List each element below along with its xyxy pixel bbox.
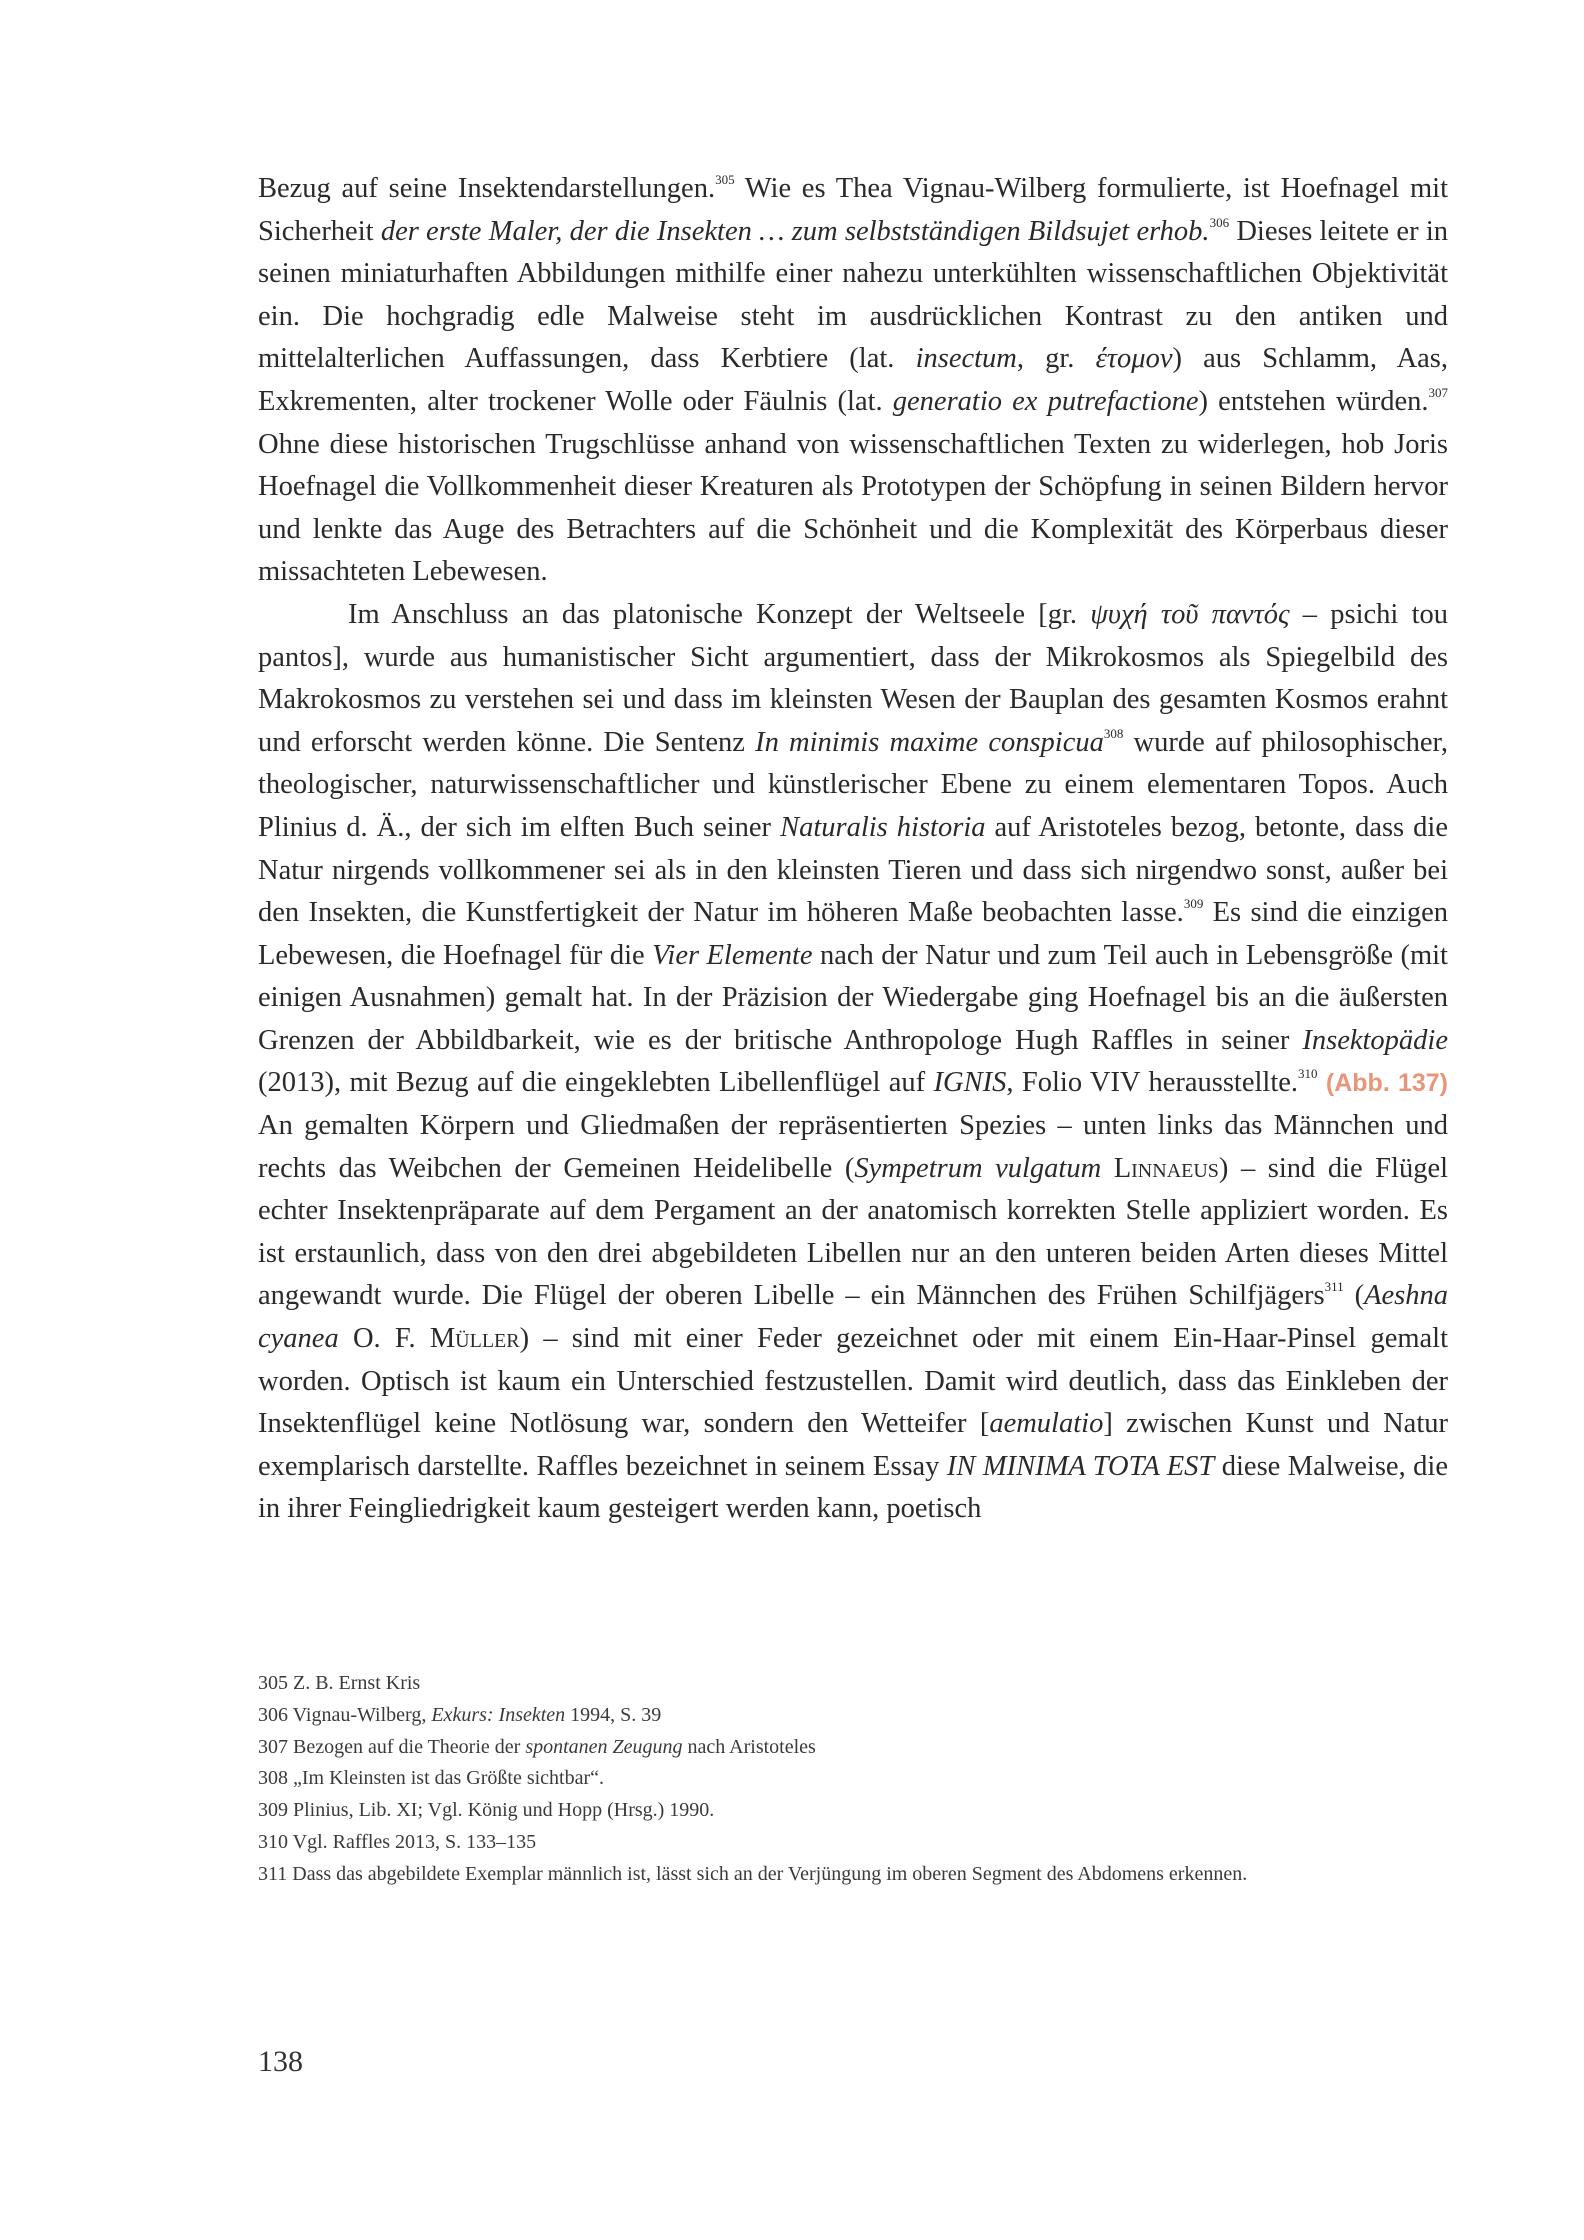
- footnote: [258, 1827, 1448, 1859]
- italic-text: spontanen Zeugung: [525, 1735, 683, 1758]
- paragraph: [258, 168, 1448, 594]
- footnote: [258, 1700, 1448, 1732]
- text-run: , gr.: [1016, 343, 1096, 375]
- italic-text: Sympetrum vulgatum: [854, 1152, 1102, 1184]
- text-run: (: [1343, 1280, 1365, 1312]
- italic-text: Aeshna cyanea: [258, 1280, 1448, 1355]
- italic-text: Exkurs: Insekten: [431, 1703, 566, 1726]
- footnote: [258, 1795, 1448, 1827]
- text-run: 306 Vignau-Wilberg,: [258, 1703, 432, 1726]
- text-run: auf Aristoteles bezog, betonte, dass die Natur nirgends vollkommener sei als in den kleinsten Tieren und dass sich nirgendwo sonst, außer bei den Insekten, die Kunstfertigkeit der Natur im höheren Maße beobachten lasse.: [258, 811, 1448, 929]
- paragraph: [258, 594, 1448, 1531]
- footnote-marker: 306: [1209, 214, 1230, 230]
- text-run: [1318, 1067, 1326, 1098]
- text-run: – psichi tou pantos], wurde aus humanistischer Sicht argumentiert, dass der Mikrokosmos als Spiegelbild des Makrokosmos zu verstehen sei und dass im kleinsten Wesen der Bauplan des gesamten Kosmos erahnt und erforscht werden könne. Die Sentenz: [258, 598, 1448, 758]
- text-run: 307 Bezogen auf die Theorie der: [258, 1735, 526, 1758]
- figure-reference[interactable]: (Abb. 137): [1325, 1069, 1449, 1098]
- footnote: [258, 1763, 1448, 1795]
- text-run: ] zwischen Kunst und Natur exemplarisch darstellte. Raffles bezeichnet in seinem Essay: [258, 1408, 1448, 1482]
- footnote-marker: 310: [1298, 1066, 1318, 1082]
- footnote: [258, 1859, 1448, 1891]
- footnote: [258, 1668, 1448, 1700]
- italic-text: Naturalis historia: [780, 811, 986, 843]
- italic-text: Vier Elemente: [652, 939, 813, 971]
- text-run: nach Aristoteles: [682, 1735, 816, 1758]
- italic-text: έτομον: [1095, 343, 1173, 375]
- text-run: (2013), mit Bezug auf die eingeklebten Libellenflügel auf: [258, 1067, 934, 1099]
- text-run: , Folio VIV herausstellte.: [1006, 1067, 1299, 1099]
- footnote-marker: 305: [715, 172, 735, 187]
- text-run: ) – sind die Flügel echter Insektenpräparate auf dem Pergament an der anatomisch korrekten Stelle appliziert worden. Es ist erstaunlich, dass von den drei abgebildeten Libellen nur an den unteren beiden Arten dieses Mittel angewandt wurde. Die Flügel der oberen Libelle – ein Männchen des Frühen Schilfjägers: [258, 1152, 1449, 1312]
- text-run: ) aus Schlamm, Aas, Exkrementen, alter trockener Wolle oder Fäulnis (lat.: [258, 343, 1449, 417]
- text-run: Dieses leitete er in seinen miniaturhaften Abbildungen mithilfe einer nahezu unterkühlten wissenschaftlichen Objektivität ein. Die hochgradig edle Malweise steht im ausdrücklichen Kontrast zu den antiken und mittelalterlichen Auffassungen, dass Kerbtiere (lat.: [258, 215, 1448, 375]
- italic-text: generatio ex putrefactione: [892, 385, 1199, 417]
- footnotes: [258, 1668, 1448, 1891]
- footnote: [258, 1732, 1448, 1764]
- italic-text: Insektopädie: [1302, 1024, 1448, 1056]
- text-run: 311 Dass das abgebildete Exemplar männlich ist, lässt sich an der Verjüngung im oberen Segment des Abdomens erkennen.: [258, 1862, 1248, 1885]
- text-run: diese Malweise, die in ihrer Feingliedrigkeit kaum gesteigert werden kann, poetisch: [258, 1450, 1449, 1525]
- italic-text: der erste Maler, der die Insekten … zum selbstständigen Bildsujet erhob.: [380, 215, 1210, 247]
- text-run: An gemalten Körpern und Gliedmaßen der repräsentierten Spezies – unten links das Männchen und rechts das Weibchen der Gemeinen Heidelibelle (: [258, 1110, 1448, 1184]
- text-run: 310 Vgl. Raffles 2013, S. 133–135: [258, 1830, 537, 1853]
- italic-text: ψυχή τοῦ παντός: [1090, 598, 1290, 630]
- text-run: ) entstehen würden.: [1198, 385, 1429, 417]
- text-run: 309 Plinius, Lib. XI; Vgl. König und Hopp (Hrsg.) 1990.: [258, 1799, 715, 1822]
- italic-text: aemulatio: [989, 1408, 1104, 1440]
- footnote-marker: 307: [1428, 384, 1448, 400]
- text-run: 1994, S. 39: [565, 1703, 662, 1726]
- footnote-marker: 311: [1324, 1279, 1344, 1295]
- footnote-marker: 309: [1183, 896, 1204, 912]
- text-run: ) – sind mit einer Feder gezeichnet oder mit einem Ein-Haar-Pinsel gemalt worden. Optisch ist kaum ein Unterschied festzustellen. Damit wird deutlich, dass das Einkleben der Insektenflügel keine Notlösung war, sondern den Wetteifer [: [258, 1323, 1448, 1440]
- body-text: [258, 168, 1448, 1531]
- text-run: [1101, 1153, 1114, 1184]
- italic-text: insectum: [915, 343, 1017, 375]
- text-run: O. F.: [338, 1323, 430, 1355]
- italic-text: IGNIS: [933, 1067, 1007, 1099]
- text-run: Bezug auf seine Insektendarstellungen.: [258, 173, 716, 204]
- text-run: Es sind die einzigen Lebewesen, die Hoefnagel für die: [258, 897, 1448, 971]
- text-run: Wie es Thea Vignau-Wilberg formulierte, ist Hoefnagel mit Sicherheit: [258, 173, 1449, 247]
- footnote-marker: 308: [1103, 725, 1124, 741]
- text-run: wurde auf philosophischer, theologischer, naturwissenschaftlicher und künstlerischer Ebene zu einem elementaren Topos. Auch Plinius d. Ä., der sich im elften Buch seiner: [258, 726, 1448, 843]
- text-run: Ohne diese historischen Trugschlüsse anhand von wissenschaftlichen Texten zu widerlegen, hob Joris Hoefnagel die Vollkommenheit dieser Kreaturen als Prototypen der Schöpfung in seinen Bildern hervor und lenkte das Auge des Betrachters auf die Schönheit und die Komplexität des Körperbaus dieser missachteten Lebewesen.: [258, 428, 1448, 588]
- page-number: 138: [258, 2045, 303, 2078]
- small-caps-text: Müller: [429, 1323, 520, 1355]
- small-caps-text: Linnaeus: [1113, 1152, 1219, 1184]
- italic-text: In minimis maxime conspicua: [755, 726, 1104, 758]
- text-run: 308 „Im Kleinsten ist das Größte sichtbar“.: [258, 1767, 605, 1790]
- text-run: Im Anschluss an das platonische Konzept der Weltseele [gr.: [348, 598, 1091, 630]
- text-run: 305 Z. B. Ernst Kris: [258, 1672, 421, 1694]
- italic-text: IN MINIMA TOTA EST: [946, 1450, 1215, 1482]
- text-run: nach der Natur und zum Teil auch in Lebensgröße (mit einigen Ausnahmen) gemalt hat. In der Präzision der Wiedergabe ging Hoefnagel bis an die äußersten Grenzen der Abbildbarkeit, wie es der britische Anthropologe Hugh Raffles in seiner: [258, 939, 1448, 1056]
